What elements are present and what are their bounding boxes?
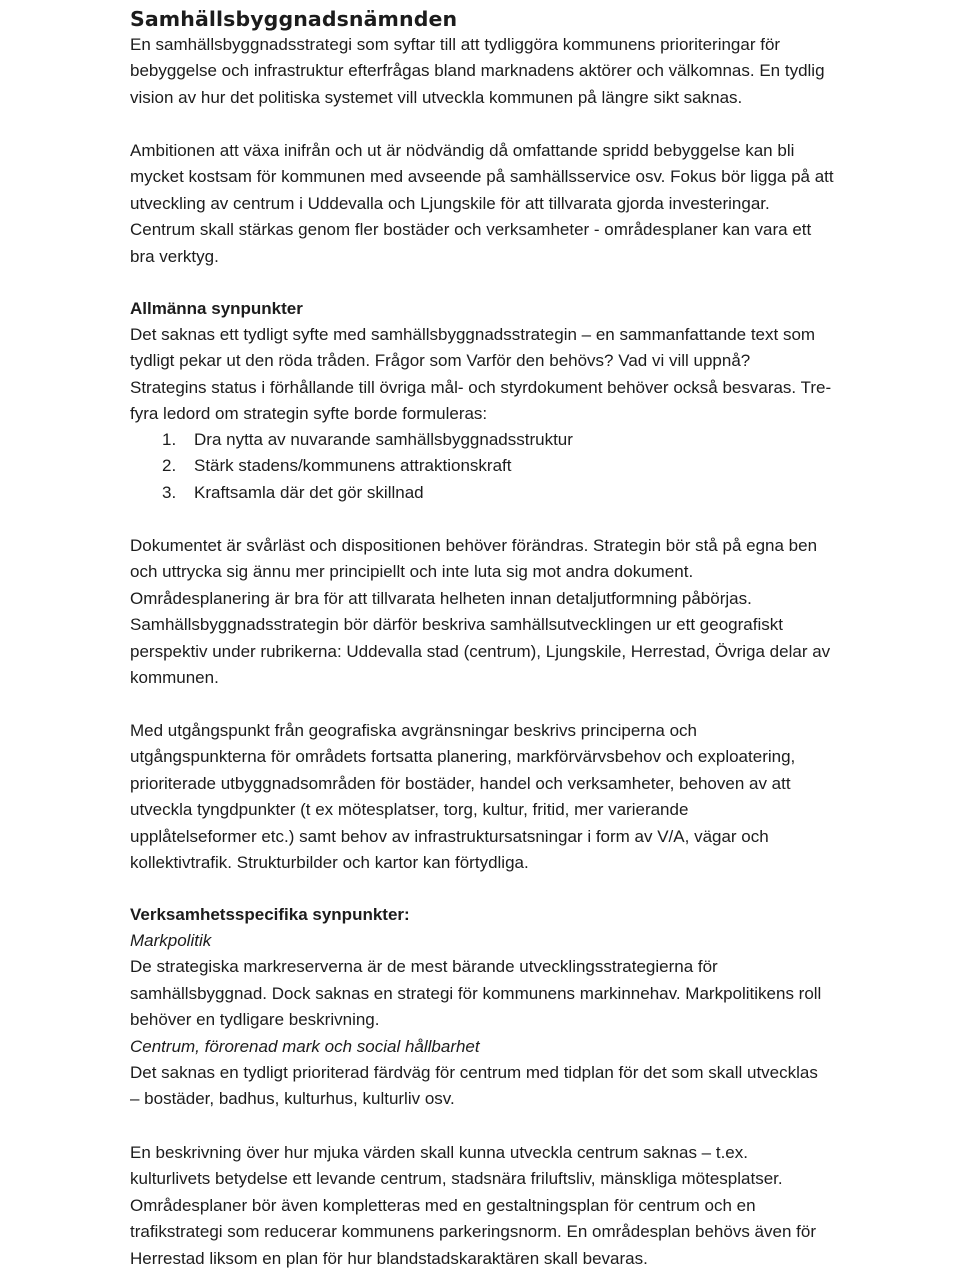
general-heading: Allmänna synpunkter <box>130 299 303 318</box>
text-line: Det saknas ett tydligt syfte med samhällsbyggnadsstrategin – en sammanfattande text som <box>130 325 816 344</box>
list-item <box>162 453 573 479</box>
numbered-list <box>162 427 573 506</box>
text-line: och uttrycka sig ännu mer principiellt och inte luta sig mot andra dokument. <box>130 562 694 582</box>
text-line: tydligt pekar ut den röda tråden. Frågor som Varför den behövs? Vad vi vill uppnå? <box>130 351 751 371</box>
text-line: behöver en tydligare beskrivning. <box>130 1010 380 1030</box>
text-line: Samhällsbyggnadsstrategin bör därför beskriva samhällsutvecklingen ur ett geografiskt <box>130 615 783 635</box>
text-line: prioriterade utbyggnadsområden för bostäder, handel och verksamheter, behoven av att <box>130 773 791 793</box>
list-number: 3. <box>162 482 177 502</box>
text-line: Ambitionen att växa inifrån och ut är nödvändig då omfattande spridd bebyggelse kan bli <box>130 141 795 160</box>
text-line: vision av hur det politiska systemet vill utveckla kommunen på längre sikt saknas. <box>130 87 743 107</box>
text-line: En samhällsbyggnadsstrategi som syftar till att tydliggöra kommunens prioriteringar för <box>130 35 781 54</box>
text-line: – bostäder, badhus, kulturhus, kulturliv osv. <box>130 1089 455 1109</box>
geography-paragraph <box>130 718 952 876</box>
page-title: Samhällsbyggnadsnämnden <box>130 7 458 31</box>
specific-heading: Verksamhetsspecifika synpunkter: <box>130 905 410 924</box>
text-line: De strategiska markreserverna är de mest bärande utvecklingsstrategierna för <box>130 957 718 977</box>
text-line: kommunen. <box>130 668 219 688</box>
text-line: Områdesplaner bör även kompletteras med en gestaltningsplan för centrum och en <box>130 1195 756 1215</box>
text-line: Områdesplanering är bra för att tillvarata helheten innan detaljutformning påbörjas. <box>130 588 752 608</box>
text-line: Herrestad liksom en plan för hur blandstadskaraktären skall bevaras. <box>130 1248 648 1268</box>
text-line: mycket kostsam för kommunen med avseende på samhällsservice osv. Fokus bör ligga på att <box>130 167 834 187</box>
list-text: Stärk stadens/kommunens attraktionskraft <box>194 456 512 476</box>
text-line: Med utgångspunkt från geografiska avgränsningar beskrivs principerna och <box>130 721 697 740</box>
markpolitik-subheading: Markpolitik <box>130 931 212 950</box>
text-line: trafikstrategi som reducerar kommunens parkeringsnorm. En områdesplan behövs även för <box>130 1222 816 1242</box>
text-line: Strategins status i förhållande till övriga mål- och styrdokument behöver också besvaras. Tre- <box>130 377 832 397</box>
text-line: Dokumentet är svårläst och dispositionen behöver förändras. Strategin bör stå på egna ben <box>130 536 818 555</box>
text-line: upplåtelseformer etc.) samt behov av infrastruktursatsningar i form av V/A, vägar och <box>130 826 769 846</box>
text-line: utgångspunkterna för områdets fortsatta planering, markförvärvsbehov och exploatering, <box>130 747 796 767</box>
list-text: Dra nytta av nuvarande samhällsbyggnadsstruktur <box>194 430 573 449</box>
text-line: utveckling av centrum i Uddevalla och Ljungskile för att tillvarata gjorda investeringar. <box>130 193 770 213</box>
text-line: samhällsbyggnad. Dock saknas en strategi för kommunens markinnehav. Markpolitikens roll <box>130 983 822 1003</box>
text-line: bebyggelse och infrastruktur efterfrågas bland marknadens aktörer och välkomnas. En tydlig <box>130 61 825 81</box>
text-line: utveckla tyngdpunkter (t ex mötesplatser, torg, kultur, fritid, mer varierande <box>130 800 689 820</box>
list-text: Kraftsamla där det gör skillnad <box>194 482 424 502</box>
text-line: kulturlivets betydelse ett levande centrum, stadsnära friluftsliv, mänskliga mötesplatser. <box>130 1169 783 1189</box>
centrum-subheading: Centrum, förorenad mark och social hållbarhet <box>130 1036 480 1056</box>
list-number: 1. <box>162 430 177 449</box>
text-line: bra verktyg. <box>130 246 219 266</box>
text-line: Det saknas en tydligt prioriterad färdväg för centrum med tidplan för det som skall utvecklas <box>130 1063 818 1083</box>
list-item <box>162 427 573 453</box>
soft-values-paragraph <box>130 1140 952 1272</box>
list-number: 2. <box>162 456 177 476</box>
text-line: Centrum skall stärkas genom fler bostäder och verksamheter - områdesplaner kan vara ett <box>130 220 812 240</box>
list-item <box>162 480 573 506</box>
text-line: perspektiv under rubrikerna: Uddevalla stad (centrum), Ljungskile, Herrestad, Övriga delar av <box>130 641 831 661</box>
ambition-paragraph <box>130 138 952 270</box>
text-line: kollektivtrafik. Strukturbilder och kartor kan förtydliga. <box>130 853 529 873</box>
general-paragraph <box>130 322 952 428</box>
text-line: fyra ledord om strategin syfte borde formuleras: <box>130 404 488 424</box>
text-line: En beskrivning över hur mjuka värden skall kunna utveckla centrum saknas – t.ex. <box>130 1143 748 1162</box>
specific-section <box>130 928 952 1113</box>
intro-paragraph <box>130 32 952 111</box>
document-paragraph <box>130 533 952 691</box>
